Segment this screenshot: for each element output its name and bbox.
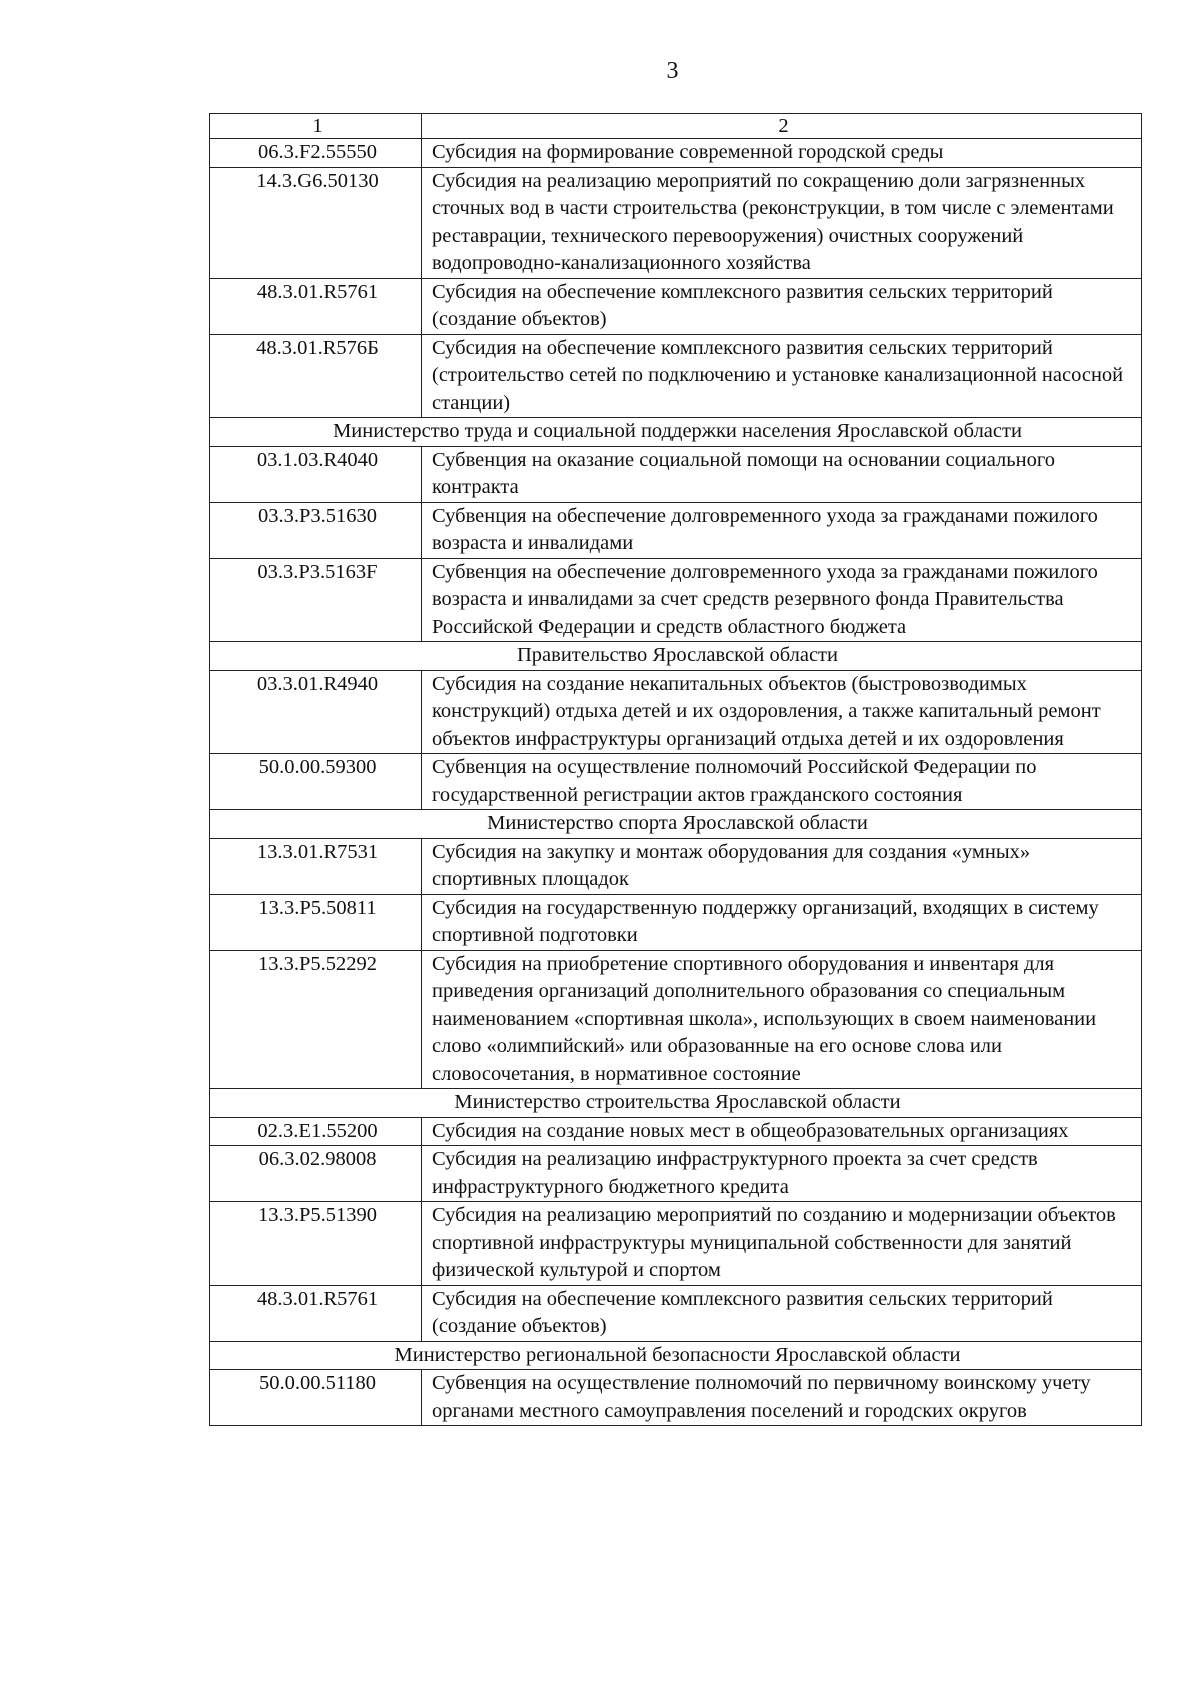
budget-code: 50.0.00.59300	[210, 754, 422, 810]
budget-code: 03.3.P3.5163F	[210, 558, 422, 642]
table-row	[210, 167, 1142, 278]
table-row	[210, 1370, 1142, 1426]
section-row	[210, 1341, 1142, 1370]
budget-code: 14.3.G6.50130	[210, 167, 422, 278]
table-row	[210, 1202, 1142, 1286]
subsidy-table	[209, 113, 1142, 1426]
budget-code: 02.3.E1.55200	[210, 1117, 422, 1146]
subsidy-description: Субсидия на реализацию мероприятий по сокращению доли загрязненных сточных вод в части строительства (реконструкции, в том числе с элементами реставрации, технического перевооружения) очистных сооружений водопроводно-канализационного хозяйства	[422, 167, 1142, 278]
section-title: Министерство спорта Ярославской области	[210, 810, 1142, 839]
table-header-row	[210, 114, 1142, 139]
table-row	[210, 334, 1142, 418]
section-title: Правительство Ярославской области	[210, 642, 1142, 671]
table-row	[210, 670, 1142, 754]
section-title: Министерство строительства Ярославской области	[210, 1089, 1142, 1118]
budget-code: 13.3.P5.52292	[210, 950, 422, 1089]
subsidy-description: Субвенция на оказание социальной помощи на основании социального контракта	[422, 446, 1142, 502]
subsidy-description: Субсидия на реализацию мероприятий по созданию и модернизации объектов спортивной инфраструктуры муниципальной собственности для занятий физической культурой и спортом	[422, 1202, 1142, 1286]
subsidy-description: Субсидия на обеспечение комплексного развития сельских территорий (строительство сетей по подключению и установке канализационной насосной станции)	[422, 334, 1142, 418]
table-row	[210, 278, 1142, 334]
table-row	[210, 950, 1142, 1089]
budget-code: 03.1.03.R4040	[210, 446, 422, 502]
table-row	[210, 558, 1142, 642]
column-header-2: 2	[422, 114, 1142, 139]
subsidy-description: Субсидия на обеспечение комплексного развития сельских территорий (создание объектов)	[422, 278, 1142, 334]
subsidy-description: Субсидия на приобретение спортивного оборудования и инвентаря для приведения организаций дополнительного образования со специальным наименованием «спортивная школа», использующих в своем наименовании слово «олимпийский» или образованные на его основе слова или словосочетания, в нормативное состояние	[422, 950, 1142, 1089]
table-row	[210, 502, 1142, 558]
table-row	[210, 446, 1142, 502]
budget-code: 48.3.01.R5761	[210, 278, 422, 334]
table-row	[210, 754, 1142, 810]
budget-code: 03.3.P3.51630	[210, 502, 422, 558]
subsidy-description: Субсидия на закупку и монтаж оборудования для создания «умных» спортивных площадок	[422, 838, 1142, 894]
section-row	[210, 418, 1142, 447]
budget-code: 13.3.P5.50811	[210, 894, 422, 950]
table-row	[210, 838, 1142, 894]
budget-code: 48.3.01.R576Б	[210, 334, 422, 418]
subsidy-description: Субвенция на осуществление полномочий Российской Федерации по государственной регистрации актов гражданского состояния	[422, 754, 1142, 810]
subsidy-description: Субсидия на обеспечение комплексного развития сельских территорий (создание объектов)	[422, 1285, 1142, 1341]
column-header-1: 1	[210, 114, 422, 139]
budget-code: 06.3.02.98008	[210, 1146, 422, 1202]
section-title: Министерство региональной безопасности Ярославской области	[210, 1341, 1142, 1370]
subsidy-description: Субсидия на государственную поддержку организаций, входящих в систему спортивной подготовки	[422, 894, 1142, 950]
section-row	[210, 810, 1142, 839]
subsidy-description: Субсидия на формирование современной городской среды	[422, 139, 1142, 168]
budget-code: 13.3.01.R7531	[210, 838, 422, 894]
section-row	[210, 642, 1142, 671]
budget-code: 06.3.F2.55550	[210, 139, 422, 168]
subsidy-description: Субсидия на реализацию инфраструктурного проекта за счет средств инфраструктурного бюджетного кредита	[422, 1146, 1142, 1202]
table-row	[210, 139, 1142, 168]
section-title: Министерство труда и социальной поддержки населения Ярославской области	[210, 418, 1142, 447]
budget-code: 48.3.01.R5761	[210, 1285, 422, 1341]
page-number: 3	[666, 58, 679, 84]
section-row	[210, 1089, 1142, 1118]
table-row	[210, 1146, 1142, 1202]
table-row	[210, 894, 1142, 950]
table-row	[210, 1117, 1142, 1146]
table-body	[210, 114, 1142, 1426]
budget-code: 13.3.P5.51390	[210, 1202, 422, 1286]
budget-code: 50.0.00.51180	[210, 1370, 422, 1426]
subsidy-description: Субсидия на создание некапитальных объектов (быстровозводимых конструкций) отдыха детей и их оздоровления, а также капитальный ремонт объектов инфраструктуры организаций отдыха детей и их оздоровления	[422, 670, 1142, 754]
subsidy-description: Субвенция на обеспечение долговременного ухода за гражданами пожилого возраста и инвалидами	[422, 502, 1142, 558]
subsidy-description: Субвенция на обеспечение долговременного ухода за гражданами пожилого возраста и инвалидами за счет средств резервного фонда Правительства Российской Федерации и средств областного бюджета	[422, 558, 1142, 642]
table-row	[210, 1285, 1142, 1341]
budget-code: 03.3.01.R4940	[210, 670, 422, 754]
subsidy-description: Субвенция на осуществление полномочий по первичному воинскому учету органами местного самоуправления поселений и городских округов	[422, 1370, 1142, 1426]
subsidy-description: Субсидия на создание новых мест в общеобразовательных организациях	[422, 1117, 1142, 1146]
